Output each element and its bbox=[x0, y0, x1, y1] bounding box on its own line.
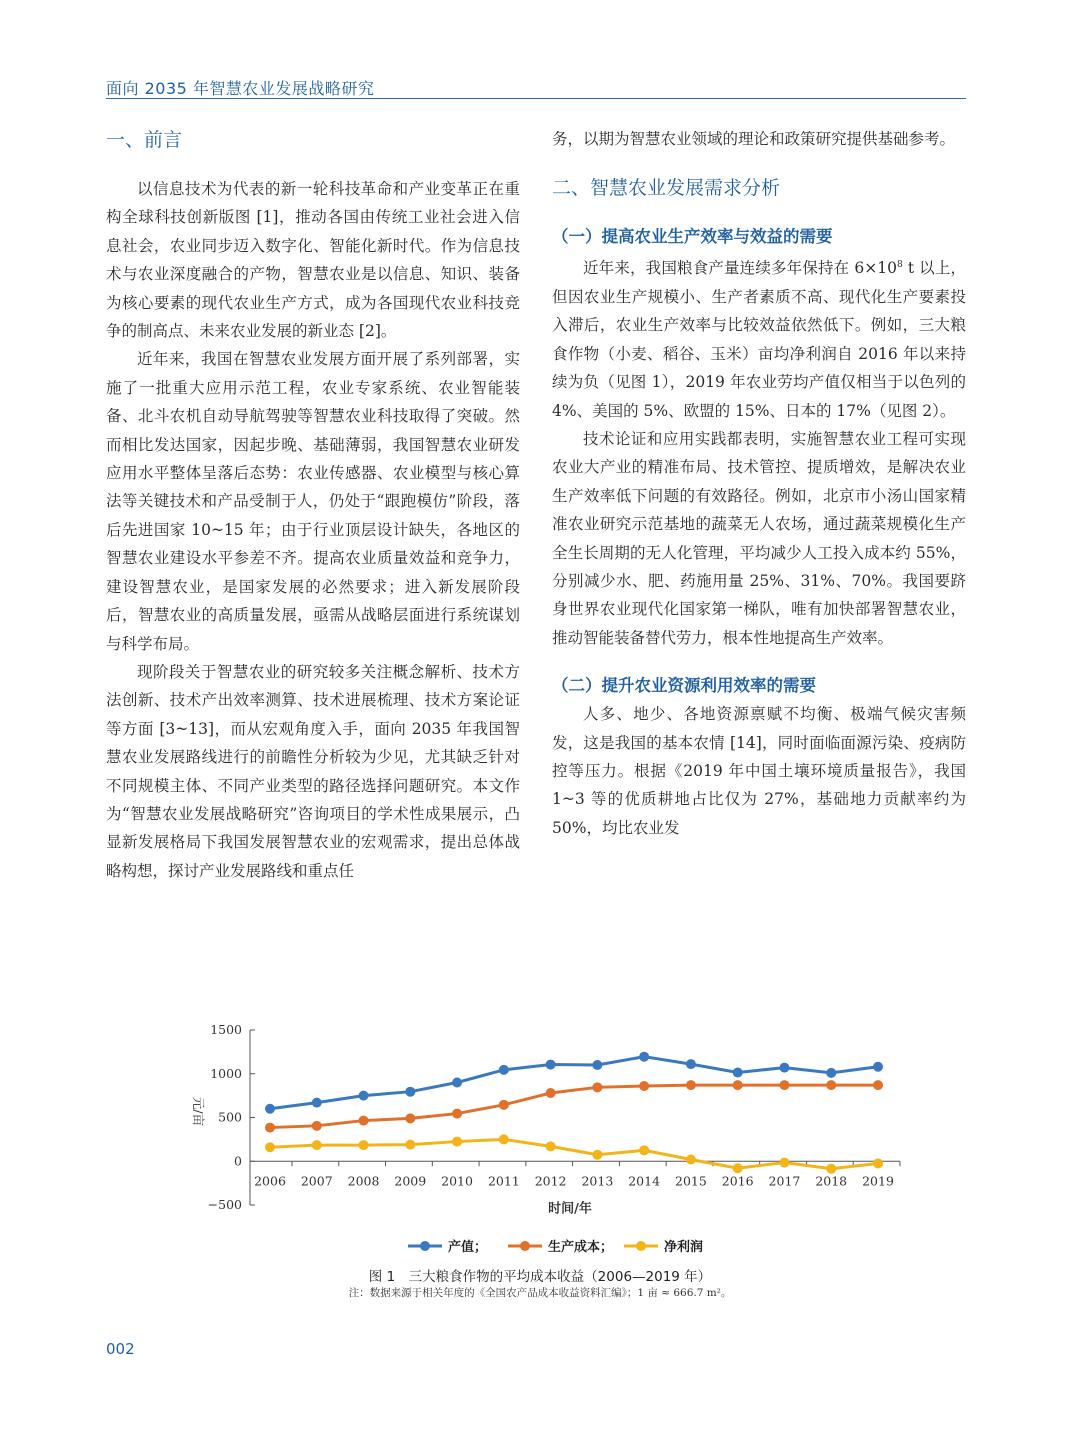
figure-caption: 图 1 三大粮食作物的平均成本收益（2006—2019 年） bbox=[368, 1269, 712, 1285]
x-tick-label: 2009 bbox=[394, 1173, 427, 1189]
data-point bbox=[826, 1164, 836, 1174]
data-point bbox=[312, 1098, 322, 1108]
data-point bbox=[546, 1088, 556, 1098]
data-point bbox=[639, 1145, 649, 1155]
x-tick-label: 2010 bbox=[441, 1173, 473, 1189]
data-point bbox=[265, 1123, 275, 1133]
data-point bbox=[873, 1062, 883, 1072]
data-point bbox=[546, 1060, 556, 1070]
intro-paragraph-1: 以信息技术为代表的新一轮科技革命和产业变革正在重构全球科技创新版图 [1]，推动各国由传统工业社会进入信息社会，农业同步迈入数字化、智能化新时代。作为信息技术与农业深度融合的产物，智慧农业是以信息、知识、装备为核心要素的现代农业生产方式，成为各国现代农业科技竞争的制高点、未来农业发展的新业态 [2]。 bbox=[106, 180, 520, 341]
x-tick-label: 2011 bbox=[487, 1173, 520, 1189]
data-point bbox=[359, 1116, 369, 1126]
section-1-title: 一、前言 bbox=[106, 129, 183, 151]
line-chart bbox=[170, 1018, 910, 1258]
data-point bbox=[592, 1060, 602, 1070]
figure-note: 注：数据来源于相关年度的《全国农产品成本收益资料汇编》；1 亩 ≈ 666.7 m²。 bbox=[348, 1287, 732, 1299]
legend-swatch-marker bbox=[636, 1241, 646, 1251]
legend-swatch-marker bbox=[520, 1241, 530, 1251]
data-point bbox=[592, 1082, 602, 1092]
legend-label: 生产成本； bbox=[548, 1240, 614, 1255]
y-tick-label: 500 bbox=[218, 1109, 242, 1125]
y-tick-label: 1500 bbox=[210, 1022, 242, 1037]
data-point bbox=[639, 1081, 649, 1091]
data-point bbox=[359, 1091, 369, 1101]
x-tick-label: 2007 bbox=[300, 1173, 333, 1189]
data-point bbox=[452, 1109, 462, 1119]
data-point bbox=[686, 1080, 696, 1090]
data-point bbox=[359, 1140, 369, 1150]
x-tick-label: 2014 bbox=[628, 1173, 661, 1189]
data-point bbox=[873, 1080, 883, 1090]
intro-paragraph-2: 近年来，我国在智慧农业发展方面开展了系列部署，实施了一批重大应用示范工程，农业专家系统、农业智能装备、北斗农机自动导航驾驶等智慧农业科技取得了突破。然而相比发达国家，因起步晚、基础薄弱，我国智慧农业研发应用水平整体呈落后态势：农业传感器、农业模型与核心算法等关键技术和产品受制于人，仍处于“跟跑模仿”阶段，落后先进国家 10~15 年；由于行业顶层设计缺失，各地区的智慧农业建设水平参差不齐。提高农业质量效益和竞争力，建设智慧农业，是国家发展的必然要求；进入新发展阶段后，智慧农业的高质量发展，亟需从战略层面进行系统谋划与科学布局。 bbox=[106, 350, 520, 653]
data-point bbox=[546, 1141, 556, 1151]
data-point bbox=[733, 1067, 743, 1077]
data-point bbox=[312, 1140, 322, 1150]
data-point bbox=[405, 1140, 415, 1150]
data-point bbox=[733, 1163, 743, 1173]
page-number: 002 bbox=[106, 1340, 135, 1358]
right-column bbox=[552, 125, 966, 842]
intro-paragraph-3: 现阶段关于智慧农业的研究较多关注概念解析、技术方法创新、技术产出效率测算、技术进展梳理、技术方案论证等方面 [3~13]，而从宏观角度入手，面向 2035 年我国智慧农业发展路线进行的前瞻性分析较为少见，尤其缺乏针对不同规模主体、不同产业类型的路径选择问题研究。本文作为“智慧农业发展战略研究”咨询项目的学术性成果展示，凸显新发展格局下我国发展智慧农业的宏观需求，提出总体战略构想，探讨产业发展路线和重点任 bbox=[106, 662, 520, 880]
x-tick-label: 2015 bbox=[675, 1173, 707, 1189]
resource-paragraph: 人多、地少、各地资源禀赋不均衡、极端气候灾害频发，这是我国的基本农情 [14]，同时面临面源污染、疫病防控等压力。根据《2019 年中国土壤环境质量报告》，我国 1~3 等的优质耕地占比仅为 27%，基础地力贡献率约为 50%，均比农业发 bbox=[552, 705, 966, 837]
x-tick-label: 2016 bbox=[721, 1173, 754, 1189]
data-point bbox=[265, 1104, 275, 1114]
y-axis-label: 元/亩 bbox=[191, 1096, 206, 1127]
legend-label: 净利润 bbox=[664, 1240, 704, 1255]
x-tick-label: 2017 bbox=[768, 1173, 801, 1189]
subsection-2-title: （二）提升农业资源利用效率的需要 bbox=[552, 676, 816, 696]
header-rule bbox=[106, 98, 966, 99]
data-point bbox=[452, 1137, 462, 1147]
y-tick-label: 0 bbox=[234, 1153, 242, 1169]
data-point bbox=[265, 1142, 275, 1152]
x-tick-label: 2012 bbox=[534, 1173, 567, 1189]
data-point bbox=[779, 1080, 789, 1090]
data-point bbox=[405, 1087, 415, 1097]
x-tick-label: 2019 bbox=[862, 1173, 894, 1189]
data-point bbox=[826, 1068, 836, 1078]
running-title: 面向 2035 年智慧农业发展战略研究 bbox=[106, 79, 375, 98]
subsection-1-title: （一）提高农业生产效率与效益的需要 bbox=[552, 227, 833, 247]
data-point bbox=[779, 1158, 789, 1168]
legend-label: 产值； bbox=[448, 1240, 488, 1255]
data-point bbox=[499, 1134, 509, 1144]
efficiency-paragraph-1: 近年来，我国粮食产量连续多年保持在 $6\times 10^8$ t 以上，但因农业生产规模小、生产者素质不高、现代化生产要素投入滞后，农业生产效率与比较效益依然低下。例如，三大粮食作物（小麦、稻谷、玉米）亩均净利润自 2016 年以来持续为负（见图 1），2019 年农业劳均产值仅相当于以色列的 4%、美国的 5%、欧盟的 15%、日本的 17%（见图 2）。 bbox=[552, 259, 966, 420]
data-point bbox=[452, 1078, 462, 1088]
section-2-title: 二、智慧农业发展需求分析 bbox=[552, 177, 781, 200]
continued-paragraph: 务，以期为智慧农业领域的理论和政策研究提供基础参考。 bbox=[552, 130, 956, 148]
efficiency-paragraph-2: 技术论证和应用实践都表明，实施智慧农业工程可实现农业大产业的精准布局、技术管控、提质增效，是解决农业生产效率低下问题的有效路径。例如，北京市小汤山国家精准农业研究示范基地的蔬菜无人农场，通过蔬菜规模化生产全生长周期的无人化管理，平均减少人工投入成本约 55%，分别减少水、肥、药施用量 25%、31%、70%。我国要跻身世界农业现代化国家第一梯队，唯有加快部署智慧农业，推动智能装备替代劳力，根本性地提高生产效率。 bbox=[552, 430, 966, 647]
data-point bbox=[499, 1100, 509, 1110]
x-axis-label: 时间/年 bbox=[548, 1201, 592, 1217]
data-point bbox=[779, 1063, 789, 1073]
data-point bbox=[499, 1065, 509, 1075]
legend-swatch-marker bbox=[420, 1241, 430, 1251]
data-point bbox=[639, 1052, 649, 1062]
figure-1-chart bbox=[170, 1018, 910, 1293]
data-point bbox=[826, 1080, 836, 1090]
x-tick-label: 2013 bbox=[581, 1173, 614, 1189]
data-point bbox=[686, 1155, 696, 1165]
data-point bbox=[873, 1158, 883, 1168]
data-point bbox=[686, 1059, 696, 1069]
y-tick-label: −500 bbox=[207, 1197, 242, 1212]
data-point bbox=[733, 1080, 743, 1090]
data-point bbox=[312, 1121, 322, 1131]
left-column bbox=[106, 125, 520, 885]
data-point bbox=[592, 1150, 602, 1160]
x-tick-label: 2008 bbox=[347, 1173, 380, 1189]
x-tick-label: 2006 bbox=[254, 1173, 286, 1189]
data-point bbox=[405, 1113, 415, 1123]
y-tick-label: 1000 bbox=[210, 1065, 242, 1081]
x-tick-label: 2018 bbox=[815, 1173, 848, 1189]
